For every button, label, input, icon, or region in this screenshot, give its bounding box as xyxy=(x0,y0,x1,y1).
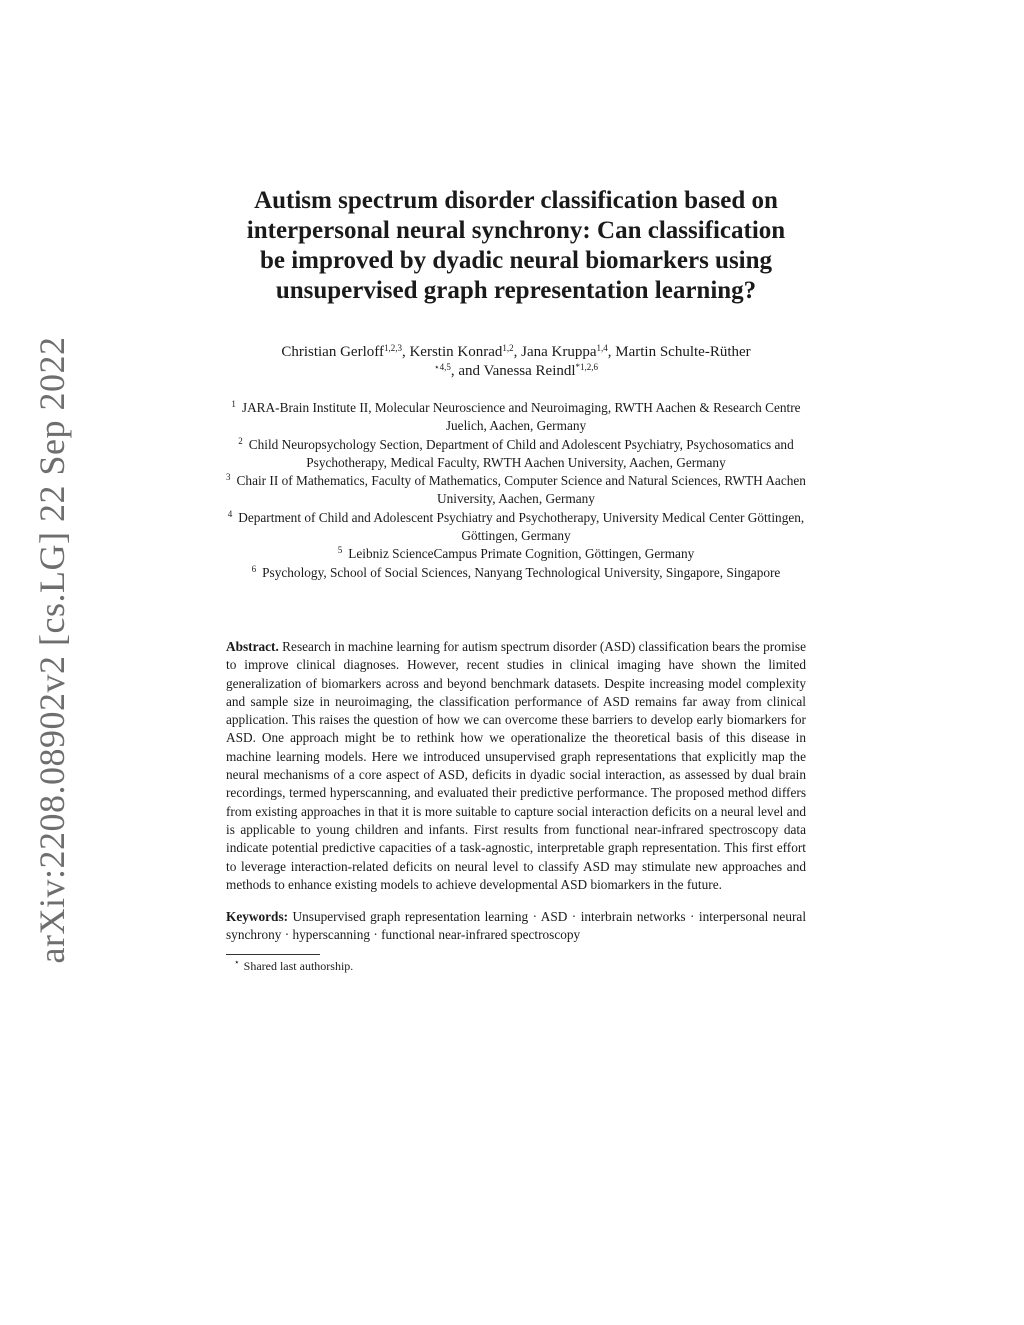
arxiv-identifier-stamp: arXiv:2208.08902v2 [cs.LG] 22 Sep 2022 xyxy=(32,336,72,964)
footnote-mark: ⋆ xyxy=(234,956,240,967)
author-name: Kerstin Konrad xyxy=(409,344,503,360)
affiliation-number: 2 xyxy=(238,435,243,446)
keywords-label: Keywords: xyxy=(226,909,289,925)
author-separator: , xyxy=(513,344,522,360)
affiliation-text: JARA-Brain Institute II, Molecular Neuroscience and Neuroimaging, RWTH Aachen & Research Centre Juelich, Aachen, Germany xyxy=(241,400,801,434)
keywords xyxy=(226,908,806,945)
affiliation-number: 5 xyxy=(337,545,343,556)
abstract xyxy=(226,638,806,894)
affiliation-text: Chair II of Mathematics, Faculty of Mathematics, Computer Science and Natural Sciences, RWTH Aachen University, Aachen, Germany xyxy=(236,473,806,507)
author-name: Jana Kruppa xyxy=(521,344,597,360)
affiliation-text: Department of Child and Adolescent Psychiatry and Psychotherapy, University Medical Center Göttingen, Göttingen, Germany xyxy=(238,509,805,544)
abstract-text: Research in machine learning for autism spectrum disorder (ASD) classification bears the promise to improve clinical diagnoses. However, recent studies in clinical imaging have shown the limited generalization of biomarkers across and beyond benchmark datasets. Despite increasing model complexity and sample size in neuroimaging, the classification performance of ASD remains far away from clinical application. This raises the question of how we can overcome these barriers to develop early biomarkers for ASD. One approach might be to rethink how we operationalize the theoretical basis of this disease in machine learning models. Here we introduced unsupervised graph representations that explicitly map the neural mechanisms of a core aspect of ASD, deficits in dyadic social interaction, as assessed by dual brain recordings, termed hyperscanning, and evaluated their predictive performance. The proposed method differs from existing approaches in that it is more suitable to capture social interaction deficits on a neural level and is applicable to young children and infants. First results from functional near-infrared spectroscopy data indicate potential predictive capacities of a task-agnostic, interpretable graph representation. This first effort to leverage interaction-related deficits on neural level to classify ASD may stimulate new approaches and methods to enhance existing models to achieve developmental ASD biomarkers in the future. xyxy=(226,638,807,892)
affiliation-item xyxy=(226,509,806,546)
affiliation-item xyxy=(226,399,806,436)
footnote xyxy=(226,958,806,974)
author-name: Vanessa Reindl xyxy=(483,363,576,379)
footnote-divider xyxy=(226,954,320,955)
affiliation-text: Psychology, School of Social Sciences, Nanyang Technological University, Singapore, Singapore xyxy=(262,564,781,580)
paper-first-page xyxy=(226,186,806,974)
affiliation-list xyxy=(226,399,806,582)
abstract-label: Abstract. xyxy=(226,638,279,654)
footnote-text: Shared last authorship. xyxy=(243,958,354,973)
affiliation-number: 4 xyxy=(227,508,233,519)
author-name: Martin Schulte-Rüther xyxy=(615,344,751,360)
affiliation-text: Child Neuropsychology Section, Department of Child and Adolescent Psychiatry, Psychosomatics and Psychotherapy, Medical Faculty, RWTH Aachen University, Aachen, Germany xyxy=(248,436,794,470)
keywords-text: Unsupervised graph representation learning · ASD · interbrain networks · interpersonal neural synchrony · hyperscanning · functional near-infrared spectroscopy xyxy=(226,909,807,943)
author-affiliation-marks: ⋆4,5 xyxy=(433,362,451,372)
affiliation-number: 1 xyxy=(231,399,236,409)
paper-title: Autism spectrum disorder classification based on interpersonal neural synchrony: Can classification be improved by dyadic neural biomarkers using unsupervised graph representation learning? xyxy=(246,187,786,304)
affiliation-number: 6 xyxy=(251,563,257,574)
affiliation-text: Leibniz ScienceCampus Primate Cognition, Göttingen, Germany xyxy=(348,546,695,562)
affiliation-number: 3 xyxy=(226,472,231,483)
affiliation-item xyxy=(226,545,806,563)
author-affiliation-marks: 1,2,3 xyxy=(383,343,402,353)
author-affiliation-marks: *1,2,6 xyxy=(575,362,599,372)
author-affiliation-marks: 1,4 xyxy=(596,343,608,353)
author-affiliation-marks: 1,2 xyxy=(502,343,514,353)
author-separator: , xyxy=(607,344,616,360)
author-name: Christian Gerloff xyxy=(281,344,384,360)
author-separator: , xyxy=(401,344,410,360)
affiliation-item xyxy=(226,564,806,582)
author-list xyxy=(226,343,806,381)
affiliation-item xyxy=(226,472,806,509)
affiliation-item xyxy=(226,436,806,473)
author-separator: , and xyxy=(450,363,484,379)
